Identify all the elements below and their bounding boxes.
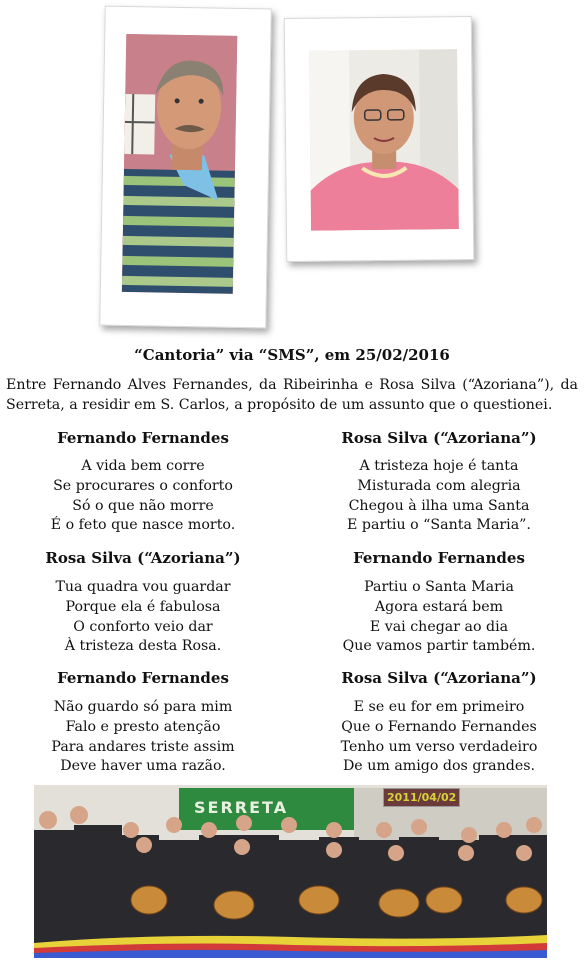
portrait-photo-rosa bbox=[309, 49, 459, 231]
stanza-1 bbox=[28, 428, 258, 536]
verse-line: Para andares triste assim bbox=[51, 738, 235, 755]
verse-line: E vai chegar ao dia bbox=[369, 618, 509, 635]
verse-line: Tenho um verso verdadeiro bbox=[340, 738, 538, 755]
verse-line: Misturada com alegria bbox=[357, 477, 521, 494]
stanza-6 bbox=[324, 668, 554, 777]
verse-line: Que o Fernando Fernandes bbox=[341, 718, 537, 735]
verse-line: E partiu o “Santa Maria”. bbox=[347, 517, 531, 534]
verse-line: Falo e presto atenção bbox=[65, 718, 221, 735]
verse-line: E se eu for em primeiro bbox=[353, 699, 525, 715]
portrait-photo-fernando bbox=[122, 34, 237, 294]
stanza-5 bbox=[28, 668, 258, 777]
verse-line: É o feto que nasce morto. bbox=[50, 517, 236, 534]
stanza-author: Fernando Fernandes bbox=[353, 549, 525, 567]
photo-date-stamp: 2011/04/02 bbox=[383, 788, 460, 807]
stanza-author: Fernando Fernandes bbox=[57, 429, 229, 447]
banner-text: SERRETA bbox=[194, 798, 289, 817]
stanza-author: Rosa Silva (“Azoriana”) bbox=[341, 669, 537, 687]
stanza-author: Rosa Silva (“Azoriana”) bbox=[45, 549, 241, 567]
verse-line: Partiu o Santa Maria bbox=[364, 579, 514, 595]
group-photo bbox=[34, 785, 547, 958]
stanza-author: Rosa Silva (“Azoriana”) bbox=[341, 429, 537, 447]
verse-line: Chegou à ilha uma Santa bbox=[348, 497, 530, 514]
intro-paragraph: Entre Fernando Alves Fernandes, da Ribeirinha e Rosa Silva (“Azoriana”), da Serreta, a residir em S. Carlos, a propósito de um assunto que o questionei. bbox=[6, 377, 578, 413]
verse-line: Porque ela é fabulosa bbox=[65, 598, 221, 615]
verse-line: Só o que não morre bbox=[72, 497, 214, 514]
verse-line: A tristeza hoje é tanta bbox=[359, 458, 519, 474]
verse-line: Não guardo só para mim bbox=[53, 699, 233, 715]
stanza-2 bbox=[324, 428, 554, 536]
verse-line: De um amigo dos grandes. bbox=[342, 758, 536, 775]
verse-line: Deve haver uma razão. bbox=[60, 758, 226, 775]
stanza-3 bbox=[28, 548, 258, 657]
verse-line: Que vamos partir também. bbox=[342, 638, 536, 655]
stanza-author: Fernando Fernandes bbox=[57, 669, 229, 687]
verse-line: Se procurares o conforto bbox=[53, 477, 233, 494]
stanza-4 bbox=[324, 548, 554, 657]
verse-line: Tua quadra vou guardar bbox=[55, 579, 231, 595]
verse-line: O conforto veio dar bbox=[73, 618, 213, 635]
verse-line: Agora estará bem bbox=[374, 598, 504, 615]
page-title: “Cantoria” via “SMS”, em 25/02/2016 bbox=[134, 346, 450, 364]
verse-line: A vida bem corre bbox=[81, 458, 205, 474]
portrait-frame-rosa bbox=[284, 16, 475, 262]
verse-line: À tristeza desta Rosa. bbox=[64, 638, 222, 655]
portrait-frame-fernando bbox=[99, 6, 272, 329]
